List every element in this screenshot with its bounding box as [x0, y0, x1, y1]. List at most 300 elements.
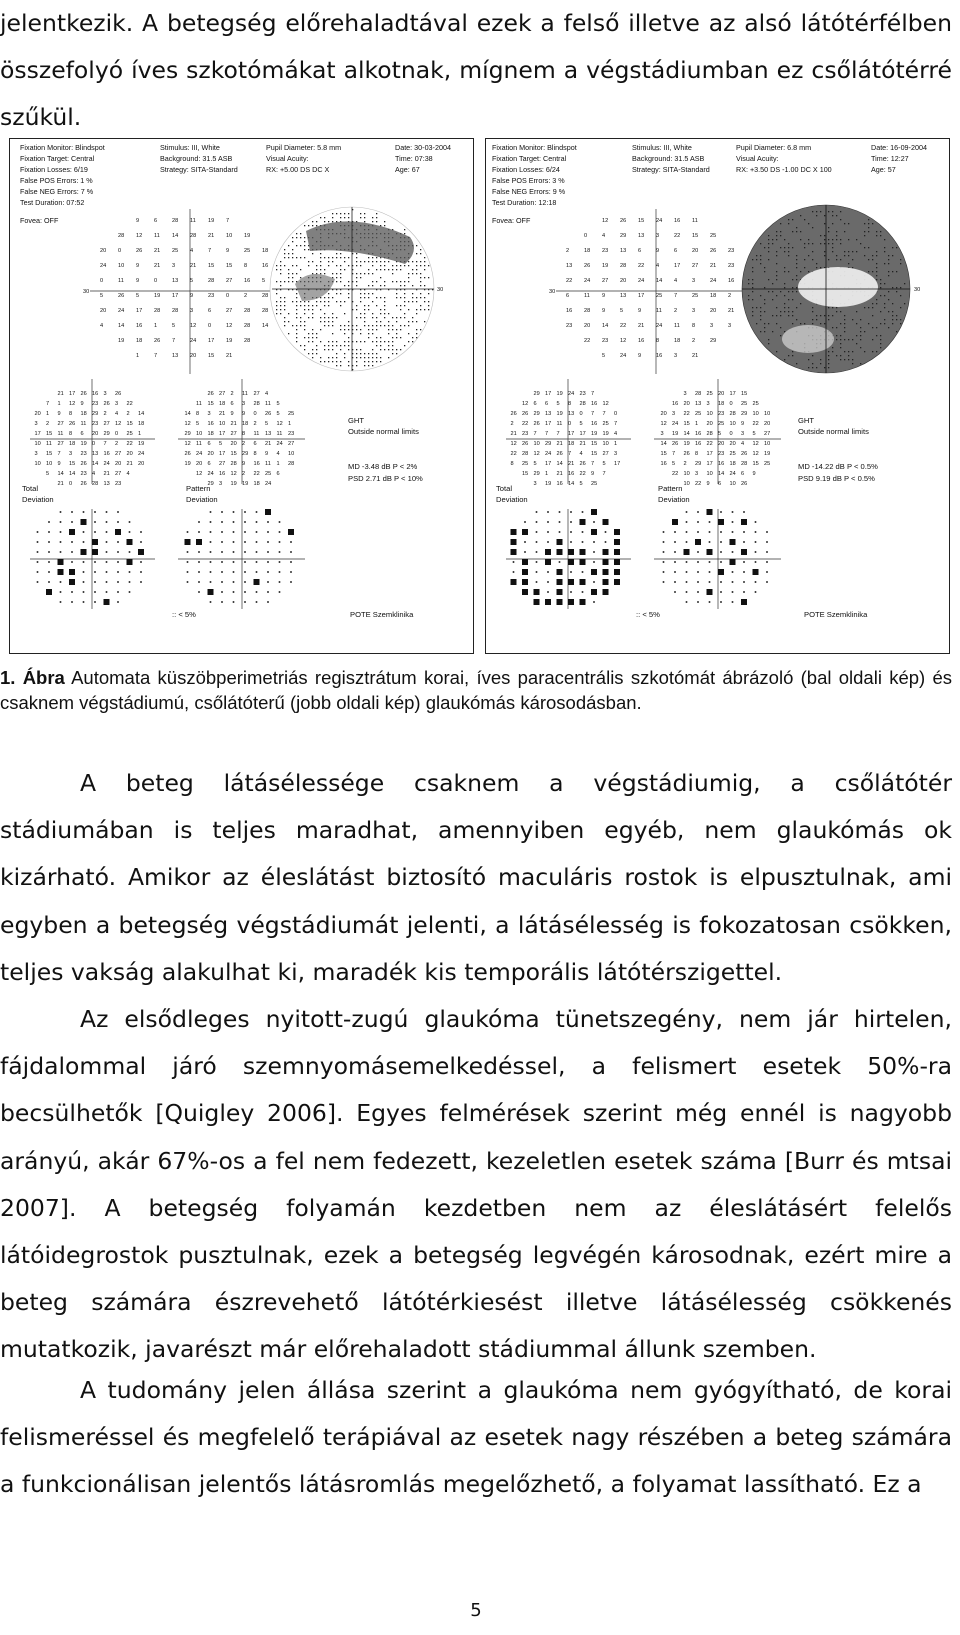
field-dot: [404, 297, 405, 298]
field-dot: [332, 349, 333, 350]
grid-glyph: 6: [230, 401, 234, 407]
field-dot: [332, 321, 333, 322]
grid-glyph: 26: [741, 481, 748, 487]
probability-symbol: [233, 571, 235, 573]
grid-glyph: 17: [614, 461, 621, 467]
field-dot: [356, 281, 357, 282]
field-dot: [872, 327, 873, 328]
ght-label: GHT: [348, 416, 365, 425]
grid-glyph: 16: [591, 421, 598, 427]
field-dot: [348, 341, 349, 342]
probability-symbol: [106, 511, 108, 513]
field-dot: [844, 255, 845, 256]
field-dot: [344, 301, 345, 302]
field-dot: [420, 309, 421, 310]
probability-symbol: [37, 581, 39, 583]
field-dot: [304, 321, 305, 322]
probability-symbol: [720, 581, 722, 583]
field-dot: [844, 323, 845, 324]
field-dot: [376, 213, 377, 214]
field-dot: [340, 361, 341, 362]
probability-symbol: [743, 581, 745, 583]
field-dot: [368, 297, 369, 298]
field-dot: [764, 299, 765, 300]
grid-glyph: 19: [556, 411, 563, 417]
grid-glyph: 3: [692, 278, 696, 284]
probability-symbol: [580, 519, 586, 525]
grid-glyph: 16: [207, 421, 214, 427]
grid-glyph: 28: [706, 431, 713, 437]
probability-symbol: [208, 589, 214, 595]
probability-symbol: [513, 571, 515, 573]
probability-symbol: [60, 521, 62, 523]
header-col4: [395, 143, 451, 174]
probability-symbol: [557, 569, 563, 575]
grid-glyph: 7: [602, 471, 606, 477]
field-dot: [828, 307, 829, 308]
grid-glyph: 2: [244, 293, 248, 299]
grid-glyph: 3: [103, 391, 107, 397]
probability-symbol: [732, 521, 734, 523]
probability-symbol: [603, 519, 609, 525]
grid-glyph: 21: [710, 263, 717, 269]
grid-glyph: 21: [226, 353, 233, 359]
grid-glyph: 4: [674, 278, 678, 284]
figure-caption: [0, 665, 952, 715]
field-dot: [832, 315, 833, 316]
grid-glyph: 27: [692, 263, 699, 269]
probability-symbol: [117, 561, 119, 563]
field-dot: [336, 273, 337, 274]
field-dot: [892, 271, 893, 272]
field-dot: [316, 269, 317, 270]
grid-glyph: 14: [57, 471, 64, 477]
grid-glyph: 29: [92, 411, 99, 417]
grid-glyph: 23: [718, 411, 725, 417]
total-label: Deviation: [496, 495, 528, 504]
probability-symbol: [198, 561, 200, 563]
grid-glyph: 27: [226, 308, 233, 314]
field-dot: [340, 329, 341, 330]
field-dot: [780, 235, 781, 236]
psd-value: PSD 9.19 dB P < 0.5%: [798, 474, 875, 483]
probability-symbol: [570, 591, 572, 593]
field-dot: [876, 255, 877, 256]
field-dot: [312, 261, 313, 262]
grid-glyph: 0: [226, 293, 230, 299]
grid-glyph: 24: [620, 353, 627, 359]
grid-glyph: 20: [764, 421, 771, 427]
field-dot: [768, 323, 769, 324]
field-dot: [372, 349, 373, 350]
field-dot: [848, 359, 849, 360]
probability-symbol: [709, 541, 711, 543]
field-dot: [408, 301, 409, 302]
field-dot: [828, 319, 829, 320]
field-dot: [340, 293, 341, 294]
probability-symbol: [221, 531, 223, 533]
grid-glyph: 23: [602, 248, 609, 254]
grid-glyph: 3: [219, 481, 223, 487]
probability-symbol: [48, 581, 50, 583]
field-dot: [328, 261, 329, 262]
field-dot: [296, 297, 297, 298]
grid-glyph: 20: [718, 391, 725, 397]
probability-symbol: [674, 561, 676, 563]
probability-symbol: [730, 539, 736, 545]
probability-symbol: [37, 571, 39, 573]
field-dot: [340, 217, 341, 218]
grid-glyph: 28: [522, 451, 529, 457]
grid-glyph: 23: [288, 431, 295, 437]
grid-glyph: 10: [196, 431, 203, 437]
legend-label: :: < 5%: [636, 610, 660, 619]
field-dot: [324, 217, 325, 218]
field-dot: [884, 247, 885, 248]
field-dot: [824, 243, 825, 244]
probability-symbol: [210, 571, 212, 573]
field-dot: [884, 283, 885, 284]
field-dot: [760, 263, 761, 264]
grid-glyph: 24: [118, 308, 125, 314]
probability-symbol: [709, 581, 711, 583]
field-dot: [276, 269, 277, 270]
probability-symbol: [582, 511, 584, 513]
grid-glyph: 12: [136, 233, 143, 239]
probability-symbol: [707, 509, 713, 515]
probability-symbol: [582, 541, 584, 543]
grid-glyph: 1: [154, 323, 158, 329]
probability-symbol: [720, 591, 722, 593]
field-dot: [820, 243, 821, 244]
field-dot: [840, 211, 841, 212]
grid-glyph: 3: [115, 401, 119, 407]
total-label: Total: [22, 484, 39, 493]
field-dot: [788, 247, 789, 248]
probability-symbol: [524, 541, 526, 543]
field-dot: [760, 319, 761, 320]
field-dot: [844, 223, 845, 224]
grid-glyph: 26: [136, 248, 143, 254]
grid-glyph: 18: [674, 338, 681, 344]
grid-glyph: 10: [706, 471, 713, 477]
grid-glyph: 14: [262, 323, 269, 329]
field-dot: [808, 271, 809, 272]
field-dot: [836, 311, 837, 312]
field-dot: [416, 309, 417, 310]
field-dot: [868, 323, 869, 324]
field-dot: [372, 265, 373, 266]
field-dot: [796, 263, 797, 264]
field-dot: [332, 361, 333, 362]
grid-glyph: 20: [729, 441, 736, 447]
probability-symbol: [83, 531, 85, 533]
field-dot: [372, 281, 373, 282]
field-dot: [284, 265, 285, 266]
field-dot: [796, 287, 797, 288]
grid-glyph: 24: [568, 391, 575, 397]
grid-glyph: 0: [568, 421, 572, 427]
probability-symbol: [288, 529, 294, 535]
probability-symbol: [709, 571, 711, 573]
field-dot: [304, 313, 305, 314]
grid-glyph: 28: [208, 278, 215, 284]
probability-symbol: [766, 571, 768, 573]
grid-glyph: 4: [190, 248, 194, 254]
grid-glyph: 10: [34, 441, 41, 447]
grid-glyph: 11: [154, 233, 160, 239]
field-dot: [284, 309, 285, 310]
field-dot: [400, 269, 401, 270]
field-dot: [864, 331, 865, 332]
probability-symbols: [37, 509, 294, 605]
field-dot: [304, 301, 305, 302]
probability-symbol: [547, 571, 549, 573]
field-dot: [356, 365, 357, 366]
probability-symbol: [582, 591, 584, 593]
probability-symbol: [140, 541, 142, 543]
probability-symbol: [106, 561, 108, 563]
field-dot: [868, 271, 869, 272]
field-dot: [396, 321, 397, 322]
field-dot: [420, 297, 421, 298]
field-dot: [372, 361, 373, 362]
probability-symbol: [720, 551, 722, 553]
field-dot: [888, 311, 889, 312]
probability-symbol: [37, 531, 39, 533]
grid-glyph: 28: [262, 293, 269, 299]
field-dot: [336, 361, 337, 362]
probability-symbol: [221, 561, 223, 563]
field-dot: [412, 341, 413, 342]
field-dot: [384, 261, 385, 262]
probability-symbol: [663, 551, 665, 553]
probability-symbol: [244, 561, 246, 563]
grid-glyph: 17: [706, 451, 713, 457]
probability-symbol: [732, 511, 734, 513]
grid-glyph: 17: [545, 461, 552, 467]
field-dot: [284, 281, 285, 282]
field-dot: [792, 291, 793, 292]
field-dot: [804, 219, 805, 220]
field-dot: [892, 319, 893, 320]
field-dot: [856, 343, 857, 344]
field-dot: [772, 291, 773, 292]
probability-symbol: [244, 541, 246, 543]
probability-symbol: [536, 561, 538, 563]
field-dot: [320, 321, 321, 322]
grid-glyph: 2: [230, 391, 234, 397]
field-dot: [416, 329, 417, 330]
field-dot: [832, 223, 833, 224]
grid-glyph: 1: [288, 421, 292, 427]
field-dot: [348, 321, 349, 322]
probability-symbol: [185, 539, 191, 545]
grid-glyph: 20: [706, 421, 713, 427]
hdr-line: Strategy: SITA-Standard: [160, 165, 238, 174]
grid-glyph: 17: [729, 391, 736, 397]
probability-symbol: [511, 549, 517, 555]
probability-symbol: [198, 531, 200, 533]
field-dot: [388, 329, 389, 330]
hdr-line: Time: 07:38: [395, 154, 433, 163]
field-dot: [344, 269, 345, 270]
field-dot: [756, 323, 757, 324]
field-dot: [312, 273, 313, 274]
field-dot: [360, 261, 361, 262]
field-dot: [340, 305, 341, 306]
probability-symbol: [720, 561, 722, 563]
probability-symbol: [267, 551, 269, 553]
grid-glyph: 5: [136, 293, 140, 299]
grid-glyph: 7: [103, 441, 107, 447]
ght-value: Outside normal limits: [798, 427, 869, 436]
field-dot: [364, 293, 365, 294]
grid-glyph: 3: [172, 263, 176, 269]
field-dot: [884, 307, 885, 308]
field-dot: [864, 255, 865, 256]
grid-glyph: 27: [115, 471, 122, 477]
field-dot: [872, 303, 873, 304]
field-dot: [376, 221, 377, 222]
field-dot: [836, 327, 837, 328]
field-dot: [304, 257, 305, 258]
grid-glyph: 0: [614, 411, 618, 417]
field-dot: [388, 349, 389, 350]
probability-symbol: [69, 579, 75, 585]
grid-glyph: 28: [584, 308, 591, 314]
field-dot: [852, 351, 853, 352]
probability-symbol: [536, 521, 538, 523]
grid-glyph: 20: [190, 353, 197, 359]
grid-glyph: 26: [510, 411, 517, 417]
field-dot: [276, 265, 277, 266]
grid-glyph: 3: [242, 401, 246, 407]
probability-symbol: [187, 571, 189, 573]
grid-glyph: 19: [230, 481, 237, 487]
grid-glyph: 27: [230, 431, 237, 437]
field-dot: [832, 215, 833, 216]
field-dot: [400, 305, 401, 306]
probability-symbol: [697, 511, 699, 513]
field-dot: [812, 323, 813, 324]
field-dot: [876, 231, 877, 232]
field-dot: [764, 267, 765, 268]
grid-glyph: 27: [103, 421, 110, 427]
grid-glyph: 17: [219, 431, 226, 437]
grid-glyph: 2: [46, 421, 50, 427]
field-dot: [752, 283, 753, 284]
field-dot: [420, 261, 421, 262]
paragraph-text: A beteg látásélessége csaknem a végstádiumig, a csőlátótér stádiumában is teljes maradhat, amennyiben egyéb, nem glaukómás ok kizárható. Amikor az éleslátást biztosító maculáris rostok is elpusztulnak, ami egyben a betegség végstádiumát jelenti, a látásélesség is fokozatosan csökken, teljes vakság alakulhat ki, maradék kis temporális látótérszigettel.: [0, 769, 952, 986]
grid-glyph: 24: [710, 278, 717, 284]
field-dot: [416, 301, 417, 302]
grid-glyph: 26: [103, 401, 110, 407]
grid-glyph: 23: [80, 451, 87, 457]
probability-symbol: [129, 571, 131, 573]
probability-symbol: [697, 601, 699, 603]
grid-glyph: 24: [196, 451, 203, 457]
field-dot: [764, 287, 765, 288]
clinic-label: POTE Szemklinika: [804, 610, 868, 619]
field-dot: [296, 301, 297, 302]
field-dot: [364, 321, 365, 322]
field-dot: [748, 299, 749, 300]
field-dot: [400, 325, 401, 326]
probability-symbol: [593, 521, 595, 523]
field-dot: [784, 303, 785, 304]
field-dot: [308, 265, 309, 266]
grid-glyph: 29: [207, 481, 214, 487]
probability-symbol: [210, 601, 212, 603]
probability-symbol: [534, 599, 540, 605]
probability-symbol: [106, 531, 108, 533]
field-dot: [812, 319, 813, 320]
field-dot: [860, 319, 861, 320]
field-dot: [828, 367, 829, 368]
field-dot: [852, 363, 853, 364]
grid-glyph: 6: [276, 471, 280, 477]
grid-glyph: 7: [226, 218, 230, 224]
field-dot: [848, 223, 849, 224]
field-dot: [384, 317, 385, 318]
field-dot: [276, 309, 277, 310]
grid-glyph: 19: [184, 461, 191, 467]
grid-glyph: 25: [710, 233, 717, 239]
probability-symbol: [94, 581, 96, 583]
probability-symbol: [603, 569, 609, 575]
grid-glyph: 10: [533, 441, 540, 447]
field-dot: [900, 295, 901, 296]
field-dot: [364, 317, 365, 318]
field-dot: [420, 249, 421, 250]
field-dot: [292, 249, 293, 250]
field-dot: [784, 287, 785, 288]
grid-glyph: 16: [219, 471, 226, 477]
grid-glyph: 12: [190, 323, 197, 329]
field-dot: [336, 353, 337, 354]
grid-glyph: 5: [602, 461, 606, 467]
field-dot: [828, 359, 829, 360]
field-dot: [404, 345, 405, 346]
field-dot: [364, 309, 365, 310]
probability-symbol: [106, 581, 108, 583]
field-dot: [332, 325, 333, 326]
field-dot: [760, 255, 761, 256]
field-dot: [320, 361, 321, 362]
field-dot: [784, 251, 785, 252]
probability-symbol: [60, 551, 62, 553]
field-dot: [392, 325, 393, 326]
probability-symbol: [129, 551, 131, 553]
probability-symbol: [71, 521, 73, 523]
field-dot: [816, 315, 817, 316]
field-dot: [296, 293, 297, 294]
grid-glyph: 19: [764, 451, 771, 457]
field-dot: [848, 355, 849, 356]
field-dot: [344, 329, 345, 330]
grid-glyph: 23: [208, 293, 215, 299]
field-dot: [880, 335, 881, 336]
field-dot: [796, 231, 797, 232]
pattern-label: Deviation: [658, 495, 690, 504]
field-dot: [404, 325, 405, 326]
field-dot: [384, 341, 385, 342]
grid-glyph: 7: [591, 391, 595, 397]
field-dot: [856, 335, 857, 336]
field-dot: [380, 337, 381, 338]
field-dot: [748, 279, 749, 280]
